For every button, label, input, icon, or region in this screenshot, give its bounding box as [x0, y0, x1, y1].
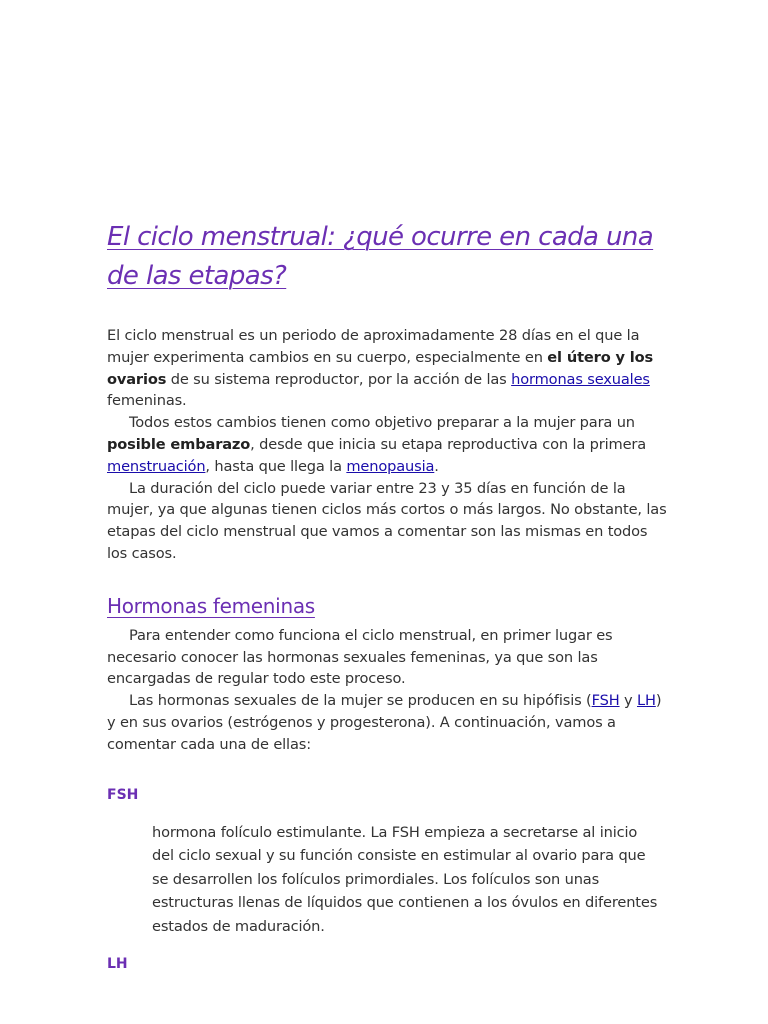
- hormonas-p2-text-a: Las hormonas sexuales de la mujer se producen en su hipófisis (: [129, 692, 592, 710]
- hormonas-paragraph-2: [107, 690, 667, 755]
- lh-heading: LH: [107, 956, 128, 973]
- intro-paragraph-3: La duración del ciclo puede variar entre 23 y 35 días en función de la mujer, ya que algunas tienen ciclos más cortos o más largos. No obstante, las etapas del ciclo menstrual que vamos a comentar son las mismas en todos los casos.: [107, 479, 667, 562]
- hormonas-paragraph-1: Para entender como funciona el ciclo menstrual, en primer lugar es necesario conocer las hormonas sexuales femeninas, ya que son las encargadas de regular todo este proceso.: [107, 626, 613, 688]
- intro-p2-text-a: Todos estos cambios tienen como objetivo preparar a la mujer para un: [129, 414, 635, 432]
- fsh-heading: FSH: [107, 786, 139, 803]
- fsh-description-text: hormona folículo estimulante. La FSH empieza a secretarse al inicio del ciclo sexual y su función consiste en estimular al ovario para que se desarrollen los folículos primordiales. Los folículos son unas estructuras llenas de líquidos que contienen a los óvulos en diferentes estados de maduración.: [152, 823, 658, 935]
- intro-p2-text-c: , hasta que llega la: [205, 457, 347, 475]
- intro-p1-text-b: de su sistema reproductor, por la acción de las: [166, 370, 512, 388]
- intro-p2-bold: posible embarazo: [107, 435, 251, 453]
- intro-paragraph-1: [107, 325, 667, 412]
- intro-p1-text-a: El ciclo menstrual es un periodo de aproximadamente 28 días en el que la mujer experimenta cambios en su cuerpo, especialmente en: [107, 327, 640, 366]
- fsh-description: [152, 821, 662, 939]
- section-heading-hormonas: Hormonas femeninas: [107, 593, 315, 618]
- hormonas-p2-text-c: ) y en sus ovarios (estrógenos y progesterona). A continuación, vamos a comentar cada una de ellas:: [107, 692, 662, 753]
- intro-section: [107, 325, 667, 565]
- hormonas-sexuales-link[interactable]: hormonas sexuales: [511, 370, 650, 388]
- article-title[interactable]: El ciclo menstrual: ¿qué ocurre en cada una de las etapas?: [107, 222, 654, 291]
- intro-paragraph-2: [107, 412, 667, 477]
- intro-p1-bold: el útero y los ovarios: [107, 348, 654, 388]
- lh-link[interactable]: LH: [637, 692, 656, 710]
- intro-p2-text-d: .: [434, 457, 439, 475]
- intro-p1-text-c: femeninas.: [107, 392, 187, 410]
- hormonas-p2-text-b: y: [619, 692, 637, 710]
- article: [107, 218, 667, 974]
- menstruacion-link[interactable]: menstruación: [107, 457, 206, 475]
- fsh-link[interactable]: FSH: [591, 692, 620, 710]
- intro-p2-text-b: , desde que inicia su etapa reproductiva con la primera: [250, 435, 647, 453]
- menopausia-link[interactable]: menopausia: [346, 457, 435, 475]
